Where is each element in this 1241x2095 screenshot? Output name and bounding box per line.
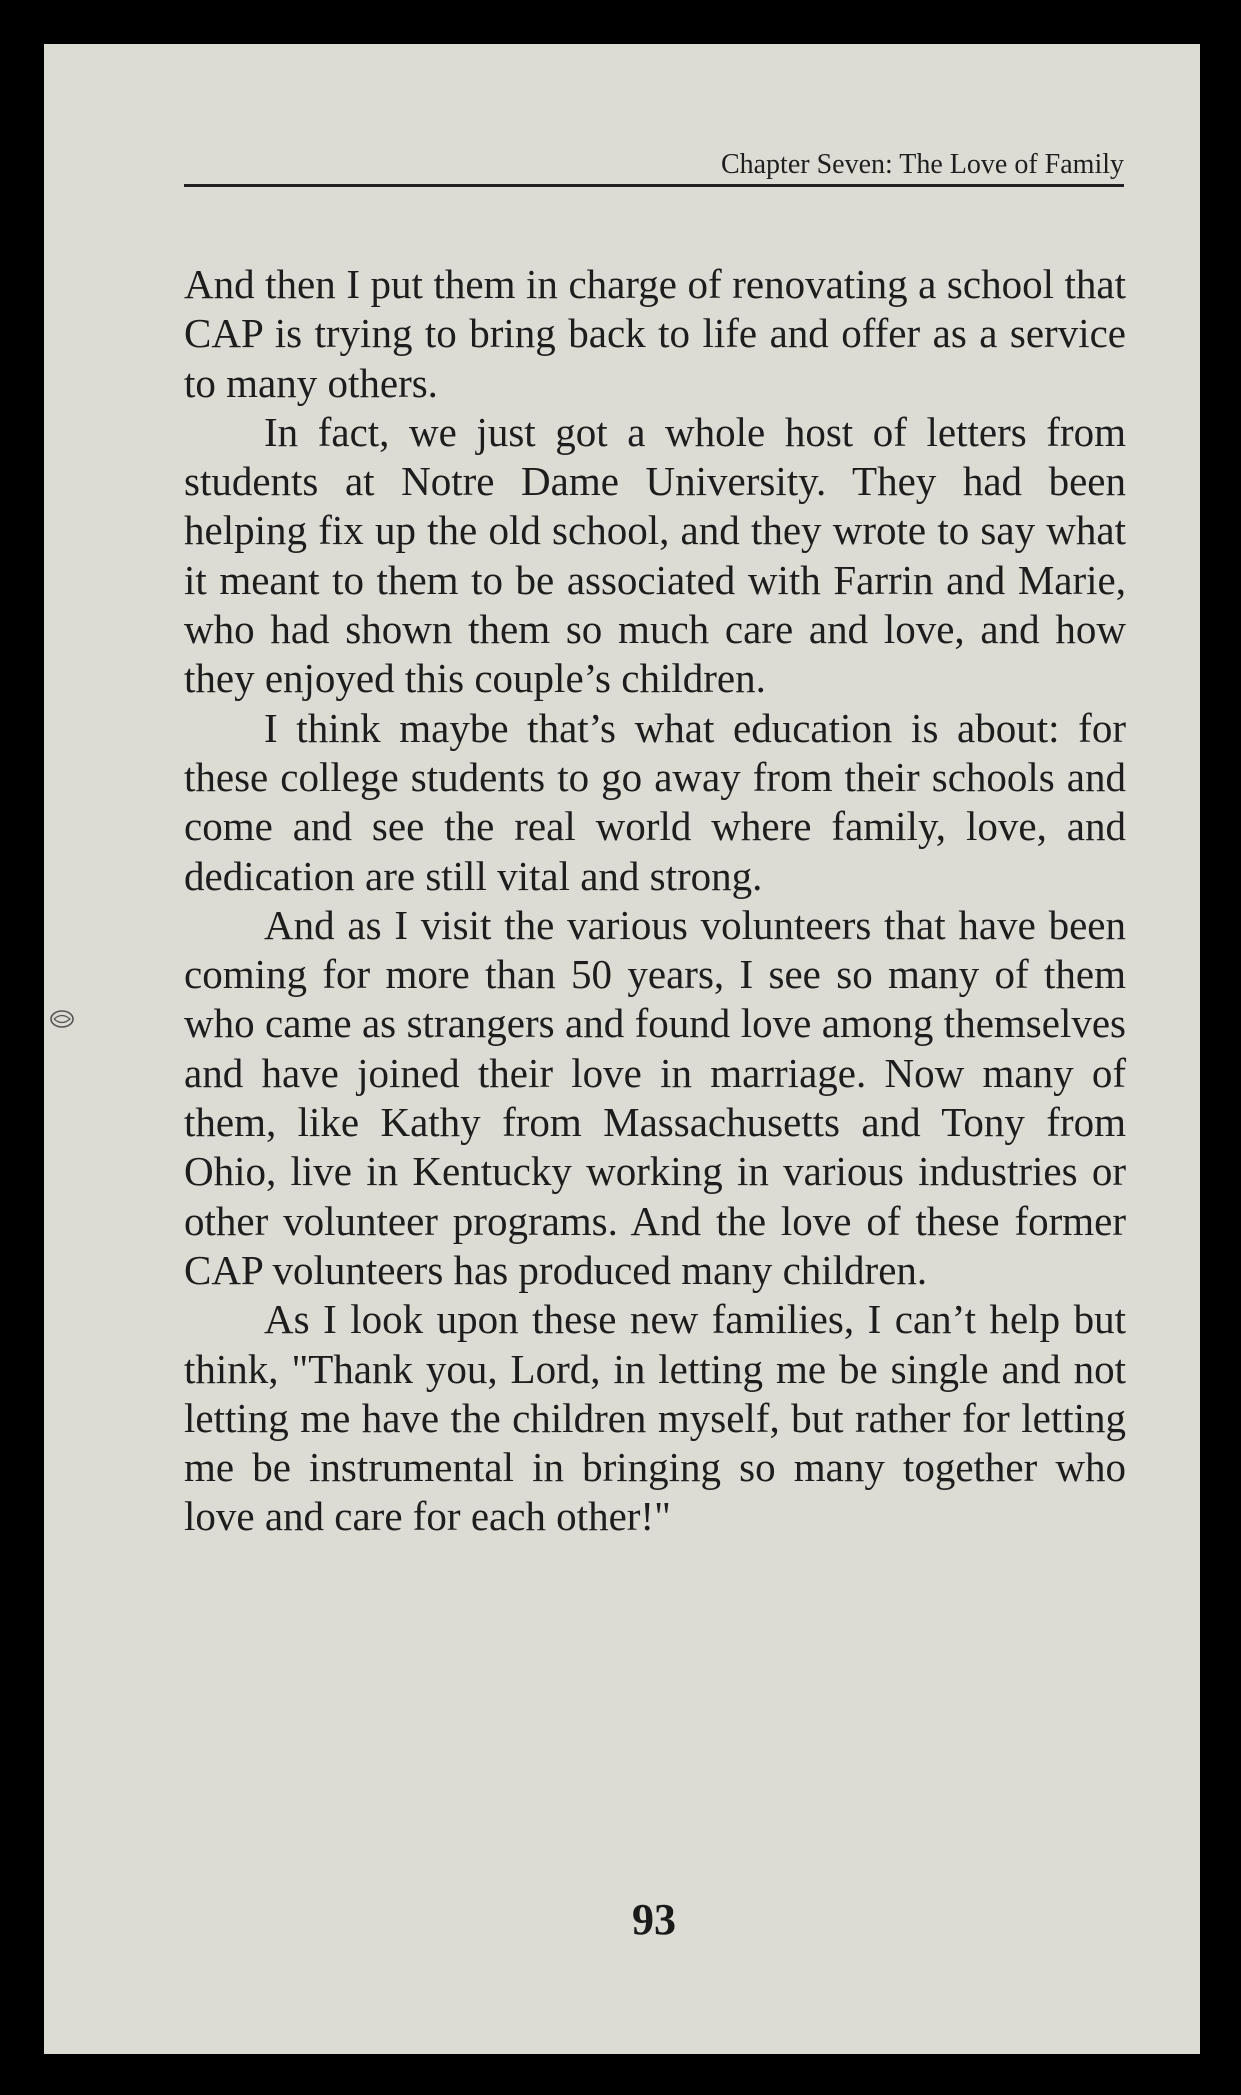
paragraph: As I look upon these new families, I can’t help but think, "Thank you, Lord, in letting me be single and not letting me have the children myself, but rather for letting me be instrumental in bringing so many together who love and care for each other!" [184,1296,1126,1540]
header-rule [184,184,1124,187]
page-number: 93 [632,1895,676,1944]
body-text [184,260,1126,1542]
running-head: Chapter Seven: The Love of Family [720,149,1124,180]
paragraph: And then I put them in charge of renovating a school that CAP is trying to bring back to life and offer as a service to many others. [184,261,1126,406]
margin-stamp-mark [48,1008,76,1030]
paragraph: I think maybe that’s what education is about: for these college students to go away from their schools and come and see the real world where family, love, and dedication are still vital and strong. [184,704,1126,899]
paragraph: And as I visit the various volunteers that have been coming for more than 50 years, I see so many of them who came as strangers and found love among themselves and have joined their love in marriage. Now many of them, like Kathy from Massachusetts and Tony from Ohio, live in Kentucky working in various industries or other volunteer programs. And the love of these former CAP volunteers has produced many children. [184,901,1126,1293]
paragraph: In fact, we just got a whole host of letters from students at Notre Dame University. They had been helping fix up the old school, and they wrote to say what it meant to them to be associated with Farrin and Marie, who had shown them so much care and love, and how they enjoyed this couple’s children. [184,408,1126,702]
book-page [44,44,1200,2054]
